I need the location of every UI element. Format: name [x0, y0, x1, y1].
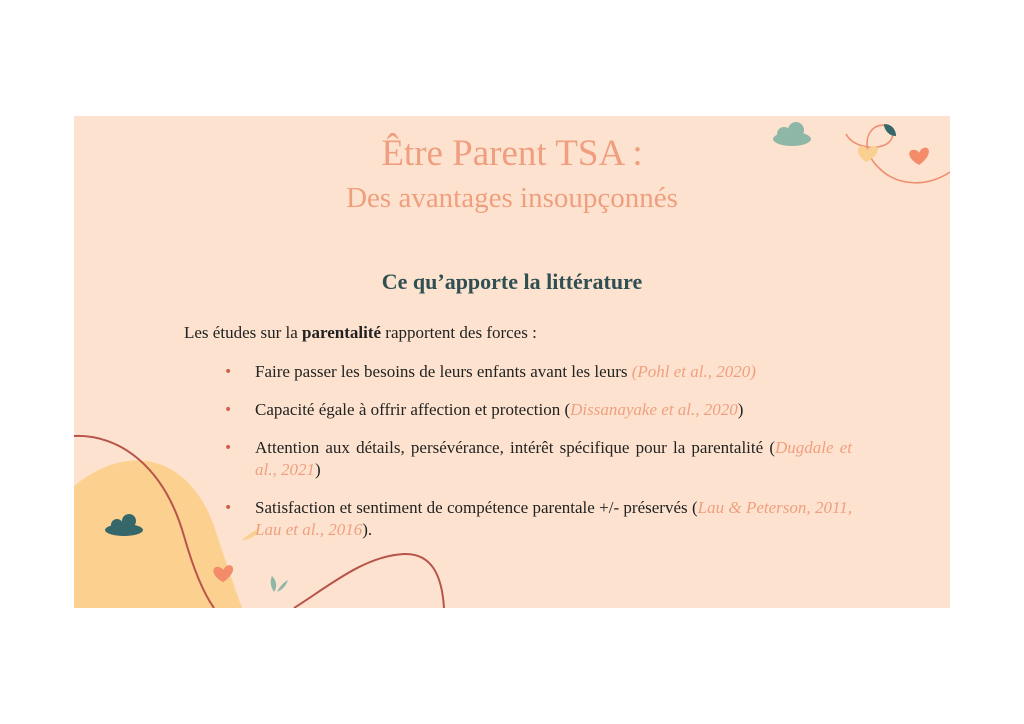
- citation-close: ).: [362, 520, 373, 539]
- list-item: [224, 437, 852, 481]
- leaf-icon: [277, 580, 288, 592]
- leaf-icon: [271, 576, 276, 592]
- citation-close: ): [314, 460, 321, 479]
- bullet-icon: •: [224, 500, 233, 516]
- bullet-icon: •: [224, 402, 233, 418]
- list-item: [224, 399, 852, 421]
- section-heading: Ce qu’apporte la littérature: [381, 269, 643, 294]
- item-text: Capacité égale à offrir affection et protection: [255, 400, 565, 419]
- list-item: [224, 497, 852, 541]
- citation-close: ): [737, 400, 744, 419]
- citation: Dissanayake et al., 2020: [570, 400, 738, 419]
- citation: (Pohl et al., 2020): [631, 362, 756, 381]
- slide-subtitle: Des avantages insoupçonnés: [346, 182, 678, 214]
- intro-paragraph: [184, 322, 537, 344]
- citation-open: (: [769, 438, 775, 457]
- list-item: [224, 361, 852, 383]
- citation: Lau & Peterson, 2011, Lau et al., 2016: [255, 498, 852, 539]
- citation: Dugdale et al., 2021: [255, 438, 852, 479]
- strengths-list: [224, 361, 852, 557]
- bullet-icon: •: [224, 364, 233, 380]
- yellow-blob: [74, 460, 242, 608]
- citation-open: (: [691, 498, 698, 517]
- item-text: Satisfaction et sentiment de compétence parentale +/- préservés: [255, 498, 692, 517]
- slide: [74, 116, 950, 608]
- item-text: Attention aux détails, persévérance, intérêt spécifique pour la parentalité: [255, 438, 770, 457]
- intro-text-after: rapportent des forces :: [381, 323, 537, 342]
- slide-title: Être Parent TSA :: [381, 133, 643, 174]
- intro-bold-term: parentalité: [302, 323, 382, 342]
- citation-open: (: [564, 400, 571, 419]
- item-text: Faire passer les besoins de leurs enfants avant les leurs: [255, 362, 632, 381]
- swirl-curve-bottom-middle: [294, 554, 444, 608]
- bullet-icon: •: [224, 440, 233, 456]
- intro-text-before: Les études sur la: [184, 323, 303, 342]
